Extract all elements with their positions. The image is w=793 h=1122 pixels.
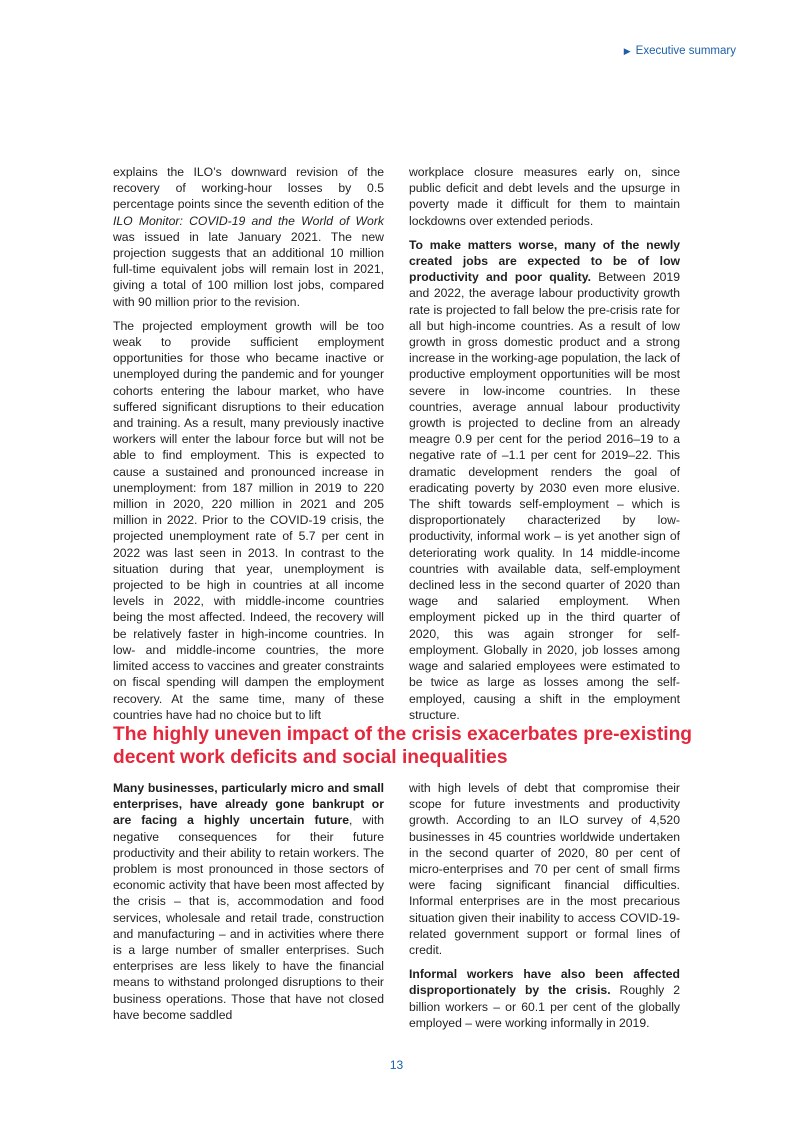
key-finding: To make matters worse, many of the newly created jobs are expected to be of low productivity and poor quality. <box>409 237 680 285</box>
top-column-left <box>113 164 384 731</box>
paragraph: explains the ILO’s downward revision of the recovery of working-hour losses by 0.5 percentage points since the seventh edition of the ILO Monitor: COVID-19 and the World of Work was issued in late January 2021. The new projection suggests that an additional 10 million full-time equivalent jobs will remain lost in 2021, giving a total of 100 million lost jobs, compared with 90 million prior to the revision. <box>113 165 384 309</box>
top-column-right <box>409 164 680 731</box>
bottom-column-right <box>409 780 680 1039</box>
paragraph: To make matters worse, many of the newly created jobs are expected to be of low productivity and poor quality. Between 2019 and 2022, the average labour productivity growth rate is projected to fall below the pre-crisis rate for all but high-income countries. As a result of low growth in gross domestic product and a strong increase in the working-age population, the lack of productive employment opportunities will be most severe in low-income countries. In these countries, average annual labour productivity growth is projected to decline from an already meagre 0.9 per cent for the period 2016–19 to a negative rate of –1.1 per cent for 2019–22. This dramatic development renders the goal of eradicating poverty by 2030 even more elusive. The shift towards self-employment – which is disproportionately characterized by low-productivity, informal work – is yet another sign of deteriorating work quality. In 14 middle-income countries with available data, self-employment declined less in the second quarter of 2020 than wage and salaried employment. When employment picked up in the third quarter of 2020, this was again stronger for self-employment. Globally in 2020, job losses among wage and salaried employees were estimated to be twice as large as losses among the self-employed, causing a shift in the employment structure. <box>409 237 680 722</box>
publication-title: ILO Monitor: COVID-19 and the World of Work <box>113 213 384 228</box>
section-heading: The highly uneven impact of the crisis exacerbates pre-existing decent work deficits and social inequalities <box>113 724 693 768</box>
section-title: Executive summary <box>635 45 736 57</box>
paragraph: with high levels of debt that compromise their scope for future investments and productivity growth. According to an ILO survey of 4,520 businesses in 45 countries worldwide undertaken in the second quarter of 2020, 80 per cent of micro-enterprises and 70 per cent of small firms were facing significant financial difficulties. Informal enterprises are in the most precarious situation given their inability to access COVID-19-related government support or formal lines of credit. <box>409 781 680 958</box>
triangle-right-icon: ▶ <box>623 46 631 56</box>
key-finding: Many businesses, particularly micro and small enterprises, have already gone bankrupt or are facing a highly uncertain future <box>113 781 384 828</box>
bottom-column-left <box>113 780 384 1031</box>
paragraph: Many businesses, particularly micro and small enterprises, have already gone bankrupt or are facing a highly uncertain future, with negative consequences for their future productivity and their ability to retain workers. The problem is most pronounced in those sectors of economic activity that have been most affected by the crisis – that is, accommodation and food services, wholesale and retail trade, construction and manufacturing – and in activities where there is a large number of smaller enterprises. Such enterprises are less likely to have the financial means to withstand prolonged disruptions to their business operations. Those that have not closed have become saddled <box>113 781 384 1022</box>
paragraph: The projected employment growth will be too weak to provide sufficient employment opportunities for those who became inactive or unemployed during the pandemic and for younger cohorts entering the labour market, who have suffered significant disruptions to their education and training. As a result, many previously inactive workers will enter the labour force but will not be able to find employment. This is expected to cause a sustained and pronounced increase in unemployment: from 187 million in 2019 to 220 million in 2020, 220 million in 2021 and 205 million in 2022. Prior to the COVID-19 crisis, the projected unemployment rate of 5.7 per cent in 2022 was last seen in 2013. In contrast to the situation during that year, unemployment is projected to be high in countries at all income levels in 2022, with middle-income countries being the most affected. Indeed, the recovery will be relatively faster in high-income countries. In low- and middle-income countries, the more limited access to vaccines and greater constraints on fiscal spending will dampen the employment recovery. At the same time, many of these countries have had no choice but to lift <box>113 318 384 722</box>
paragraph: workplace closure measures early on, since public deficit and debt levels and the upsurge in poverty made it difficult for them to maintain lockdowns over extended periods. <box>409 165 680 228</box>
paragraph: Informal workers have also been affected disproportionately by the crisis. Roughly 2 billion workers – or 60.1 per cent of the globally employed – were working informally in 2019. <box>409 967 680 1030</box>
key-finding: Informal workers have also been affected disproportionately by the crisis. <box>409 967 680 998</box>
page-number: 13 <box>389 1058 404 1072</box>
running-header <box>624 45 736 57</box>
